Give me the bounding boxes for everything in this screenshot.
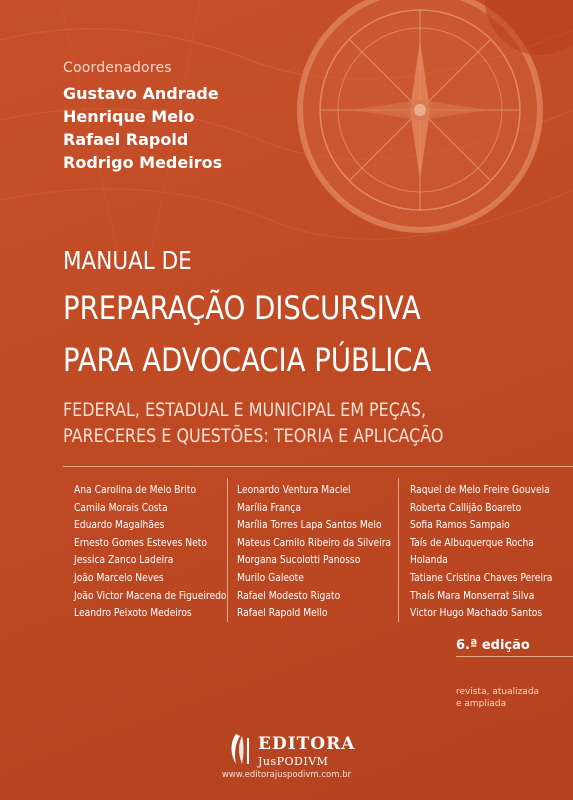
- author-name: João Marcelo Neves: [74, 572, 164, 584]
- author-name: Taís de Albuquerque Rocha: [410, 537, 534, 549]
- edition-note-line: revista, atualizada: [456, 687, 540, 697]
- author-name: Morgana Sucolotti Panosso: [237, 555, 361, 567]
- edition-note-line: e ampliada: [456, 699, 507, 709]
- coordinator-name: Rodrigo Medeiros: [63, 153, 223, 172]
- author-name: Marília Torres Lapa Santos Melo: [237, 520, 382, 532]
- author-name: Rafael Rapold Mello: [237, 608, 328, 620]
- publisher-logo: [228, 730, 368, 770]
- publisher-subname: JusPODIVM: [258, 755, 329, 768]
- coordinator-name: Gustavo Andrade: [63, 84, 219, 103]
- subtitle-line-1: FEDERAL, ESTADUAL E MUNICIPAL EM PEÇAS,: [63, 399, 427, 421]
- author-name: Roberta Callijão Boareto: [410, 502, 522, 514]
- author-name: João Victor Macena de Figueiredo: [74, 590, 227, 602]
- author-name: Marília França: [237, 502, 301, 514]
- authors-column-3: [410, 482, 568, 623]
- coordinator-name: Rafael Rapold: [63, 130, 189, 149]
- coordinators-label: Coordenadores: [63, 60, 172, 76]
- author-name: Leandro Peixoto Medeiros: [74, 608, 192, 620]
- coordinators-list: [63, 82, 222, 174]
- author-name: Thaís Mara Monserrat Silva: [410, 590, 535, 602]
- coordinator-name: Henrique Melo: [63, 107, 195, 126]
- author-name: Mateus Camilo Ribeiro da Silveira: [237, 537, 392, 549]
- author-name: Sofia Ramos Sampaio: [410, 520, 510, 532]
- edition-note: [456, 686, 539, 710]
- author-name: Eduardo Magalhães: [74, 520, 165, 532]
- column-divider: [398, 478, 399, 622]
- authors-column-2: [237, 482, 408, 623]
- author-name: Jessica Zanco Ladeira: [74, 555, 174, 567]
- compass-icon: [250, 0, 573, 260]
- title-line-1: MANUAL DE: [63, 246, 192, 275]
- column-divider: [227, 478, 228, 622]
- author-name: Leonardo Ventura Maciel: [237, 485, 351, 496]
- subtitle-line-2: PARECERES E QUESTÕES: TEORIA E APLICAÇÃO: [63, 425, 444, 447]
- quill-flame-icon: [228, 732, 254, 766]
- author-name: Camila Morais Costa: [74, 502, 168, 514]
- edition-label: 6.ª edição: [456, 638, 530, 653]
- author-name: Ana Carolina de Melo Brito: [74, 485, 197, 496]
- publisher-website: www.editorajuspodivm.com.br: [221, 770, 352, 780]
- authors-column-1: [74, 482, 244, 623]
- authors-divider: [63, 466, 573, 467]
- author-name: Rafael Modesto Rigato: [237, 590, 341, 602]
- author-name: Raquel de Melo Freire Gouveia: [410, 485, 550, 496]
- title-line-3: PARA ADVOCACIA PÚBLICA: [63, 341, 432, 379]
- title-line-2: PREPARAÇÃO DISCURSIVA: [63, 289, 421, 327]
- edition-divider: [456, 656, 573, 657]
- author-name: Murilo Galeote: [237, 572, 304, 584]
- author-name: Holanda: [410, 555, 448, 567]
- author-name: Ernesto Gomes Esteves Neto: [74, 537, 208, 549]
- author-name: Tatiane Cristina Chaves Pereira: [410, 572, 553, 584]
- author-name: Victor Hugo Machado Santos: [410, 608, 543, 620]
- publisher-name: EDITORA: [258, 734, 356, 754]
